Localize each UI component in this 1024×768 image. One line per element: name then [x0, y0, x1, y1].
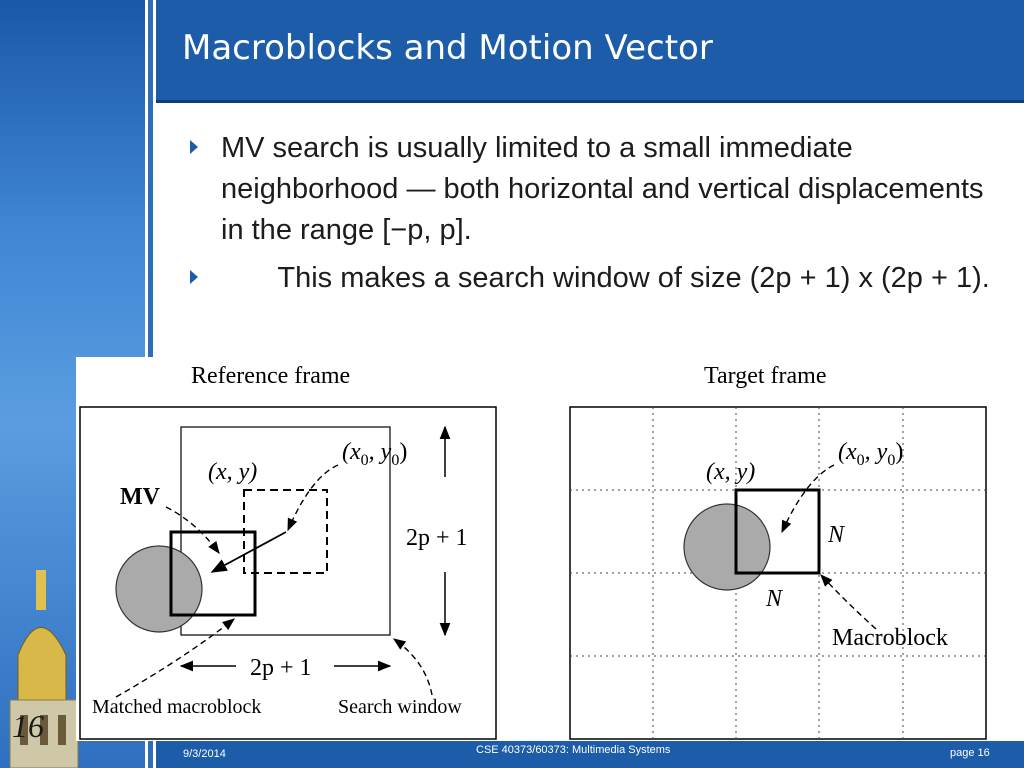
x0y0-pointer	[288, 465, 338, 530]
figure-svg	[76, 357, 1000, 741]
target-x0y0-pointer	[782, 465, 834, 532]
matched-pointer	[116, 619, 234, 697]
target-close-paren: )	[895, 439, 904, 465]
motion-vector-arrow	[212, 532, 286, 572]
reference-frame-title: Reference frame	[191, 363, 351, 389]
footer-page: page 16	[950, 747, 990, 759]
search-window-pointer	[394, 639, 432, 695]
macroblock-label: Macroblock	[832, 625, 948, 651]
target-object-circle	[684, 504, 770, 590]
ref-xy-label: (x, y)	[208, 459, 258, 485]
target-frame-title: Target frame	[704, 363, 827, 389]
bullet-text: This makes a search window of size (2p + 1) x (2p + 1).	[221, 262, 990, 294]
bullet-text: MV search is usually limited to a small immediate neighborhood — both horizontal and vertical displacements in the range [−p, p].	[221, 132, 984, 246]
ref-x0-text: (x	[342, 439, 361, 465]
slide-title: Macroblocks and Motion Vector	[182, 28, 713, 68]
ref-y0-text: , y	[368, 439, 392, 465]
ref-close-paren: )	[399, 439, 408, 465]
object-circle	[116, 546, 202, 632]
target-y0-text: , y	[864, 439, 888, 465]
target-xy-label: (x, y)	[706, 459, 756, 485]
height-label: 2p + 1	[406, 525, 468, 551]
width-label: 2p + 1	[250, 655, 312, 681]
target-x0-text: (x	[838, 439, 857, 465]
matched-macroblock-label: Matched macroblock	[92, 696, 262, 718]
bullet-arrow-icon	[190, 270, 198, 284]
search-window-label: Search window	[338, 696, 462, 718]
n-right-label: N	[828, 522, 845, 548]
bullet-arrow-icon	[190, 140, 198, 154]
mv-pointer	[166, 507, 219, 553]
slide-number: 16	[12, 708, 44, 744]
ref-x0-sub: 0	[360, 452, 369, 469]
ref-y0-sub: 0	[391, 452, 400, 469]
target-x0y0-label	[838, 439, 903, 469]
target-y0-sub: 0	[887, 452, 896, 469]
ref-x0y0-label	[342, 439, 407, 469]
mv-label: MV	[120, 484, 160, 510]
footer-date: 9/3/2014	[183, 748, 226, 760]
title-underline	[156, 100, 1024, 103]
macroblock-pointer	[821, 575, 876, 629]
target-x0-sub: 0	[856, 452, 865, 469]
footer-course: CSE 40373/60373: Multimedia Systems	[476, 744, 671, 756]
motion-vector-figure	[76, 357, 1000, 741]
n-bottom-label: N	[766, 586, 783, 612]
